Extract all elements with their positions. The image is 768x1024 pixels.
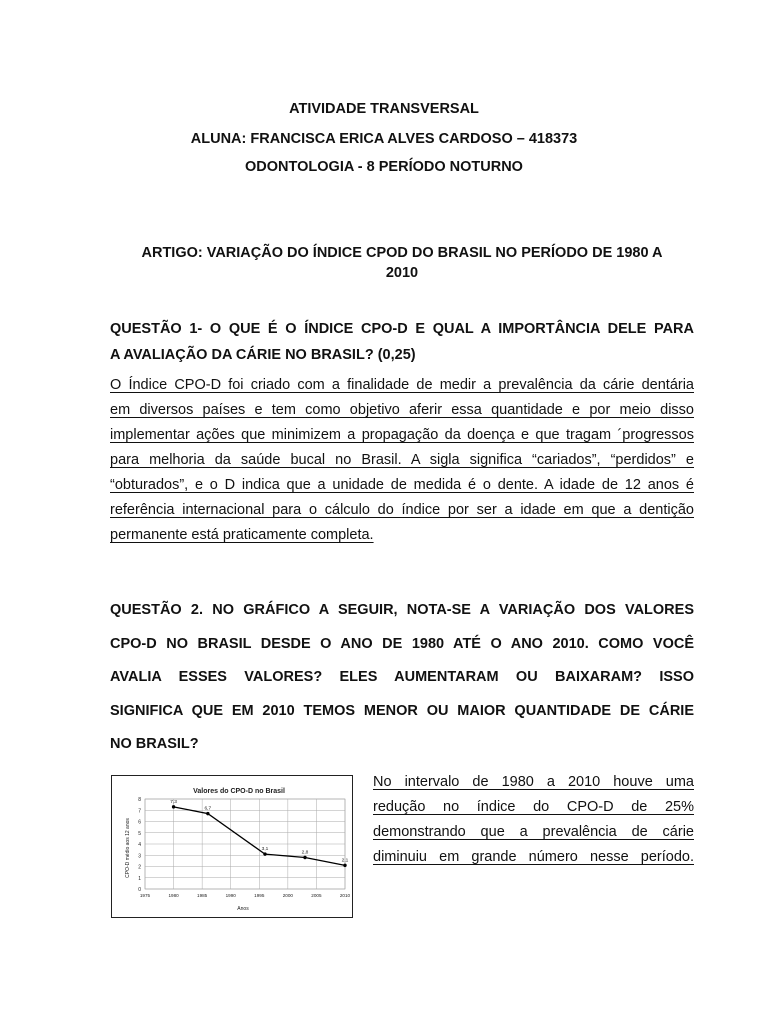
y-tick-label: 2 xyxy=(138,864,141,871)
answer-1 xyxy=(110,373,694,548)
answer-2-line: redução no índice do CPO-D de 25% xyxy=(373,799,694,815)
answer-2-line: demonstrando que a prevalência de cárie xyxy=(373,824,694,840)
data-label: 2,1 xyxy=(341,858,349,864)
data-point xyxy=(303,856,306,859)
data-label: 6,7 xyxy=(204,806,212,812)
answer-1-line: permanente está praticamente completa. xyxy=(110,527,374,543)
data-point xyxy=(263,852,266,855)
answer-2-line: diminuiu em grande número nesse período. xyxy=(373,849,694,865)
y-tick-label: 7 xyxy=(138,808,141,815)
y-tick-label: 1 xyxy=(138,875,141,882)
article-title xyxy=(110,243,694,283)
answer-1-line: em diversos países e tem como objetivo aferir essa quantidade e por meio disso xyxy=(110,402,694,418)
data-label: 7,3 xyxy=(170,799,177,805)
x-tick-label: 1990 xyxy=(225,893,236,898)
question-2-line: QUESTÃO 2. NO GRÁFICO A SEGUIR, NOTA-SE A VARIAÇÃO DOS VALORES xyxy=(110,602,694,618)
y-tick-label: 5 xyxy=(138,830,141,837)
x-tick-label: 2005 xyxy=(311,893,322,898)
x-tick-label: 1980 xyxy=(168,893,179,898)
answer-1-line: para melhoria da saúde bucal no Brasil. A sigla significa “cariados”, “perdidos” e xyxy=(110,452,694,468)
answer-1-line: implementar ações que minimizem a propagação da doença e que tragam ´progressos xyxy=(110,427,694,443)
question-2-line: CPO-D NO BRASIL DESDE O ANO DE 1980 ATÉ O ANO 2010. COMO VOCÊ xyxy=(110,635,694,652)
question-1-line: QUESTÃO 1- O QUE É O ÍNDICE CPO-D E QUAL A IMPORTÂNCIA DELE PARA xyxy=(110,321,694,337)
answer-1-line: O Índice CPO-D foi criado com a finalidade de medir a prevalência da cárie dentária xyxy=(110,377,694,393)
answer-1-line: “obturados”, e o D indica que a unidade de medida é o dente. A idade de 12 anos é xyxy=(110,477,694,493)
data-label: 3,1 xyxy=(261,847,269,853)
activity-title: ATIVIDADE TRANSVERSAL xyxy=(289,101,479,117)
x-tick-label: 1995 xyxy=(254,893,265,898)
answer-2-line: No intervalo de 1980 a 2010 houve uma xyxy=(373,774,694,790)
y-tick-label: 4 xyxy=(138,842,141,848)
y-tick-label: 8 xyxy=(138,797,141,803)
y-tick-label: 0 xyxy=(138,887,141,893)
question-1-line: A AVALIAÇÃO DA CÁRIE NO BRASIL? (0,25) xyxy=(110,347,416,363)
question-1 xyxy=(110,316,694,368)
data-point xyxy=(206,812,209,815)
article-title-line: ARTIGO: VARIAÇÃO DO ÍNDICE CPOD DO BRASIL NO PERÍODO DE 1980 A xyxy=(141,245,663,261)
data-label: 2,8 xyxy=(301,850,309,856)
question-2 xyxy=(110,594,694,762)
x-tick-label: 1985 xyxy=(197,893,208,898)
course-info: ODONTOLOGIA - 8 PERÍODO NOTURNO xyxy=(245,159,523,175)
article-title-line: 2010 xyxy=(385,265,419,281)
x-tick-label: 2010 xyxy=(339,893,351,898)
student-name: ALUNA: FRANCISCA ERICA ALVES CARDOSO – 418373 xyxy=(190,131,578,147)
y-tick-label: 3 xyxy=(138,853,141,860)
y-axis-label: CPO-D médio aos 12 anos xyxy=(125,818,131,878)
answer-1-line: referência internacional para o cálculo do índice por ser a idade em que a dentição xyxy=(110,502,694,518)
x-tick-label: 2000 xyxy=(282,893,293,898)
answer-2 xyxy=(373,770,694,870)
x-tick-label: 1975 xyxy=(139,893,151,898)
cpod-line-chart xyxy=(112,776,352,917)
x-axis-label: Anos xyxy=(237,906,249,912)
y-tick-label: 6 xyxy=(138,819,141,826)
question-2-line: NO BRASIL? xyxy=(110,736,199,752)
data-point xyxy=(343,864,346,867)
cpod-chart xyxy=(111,775,353,918)
question-2-line: AVALIA ESSES VALORES? ELES AUMENTARAM OU BAIXARAM? ISSO xyxy=(110,669,694,685)
question-2-line: SIGNIFICA QUE EM 2010 TEMOS MENOR OU MAIOR QUANTIDADE DE CÁRIE xyxy=(110,702,694,719)
chart-title: Valores do CPO-D no Brasil xyxy=(193,788,285,795)
data-point xyxy=(172,805,175,808)
